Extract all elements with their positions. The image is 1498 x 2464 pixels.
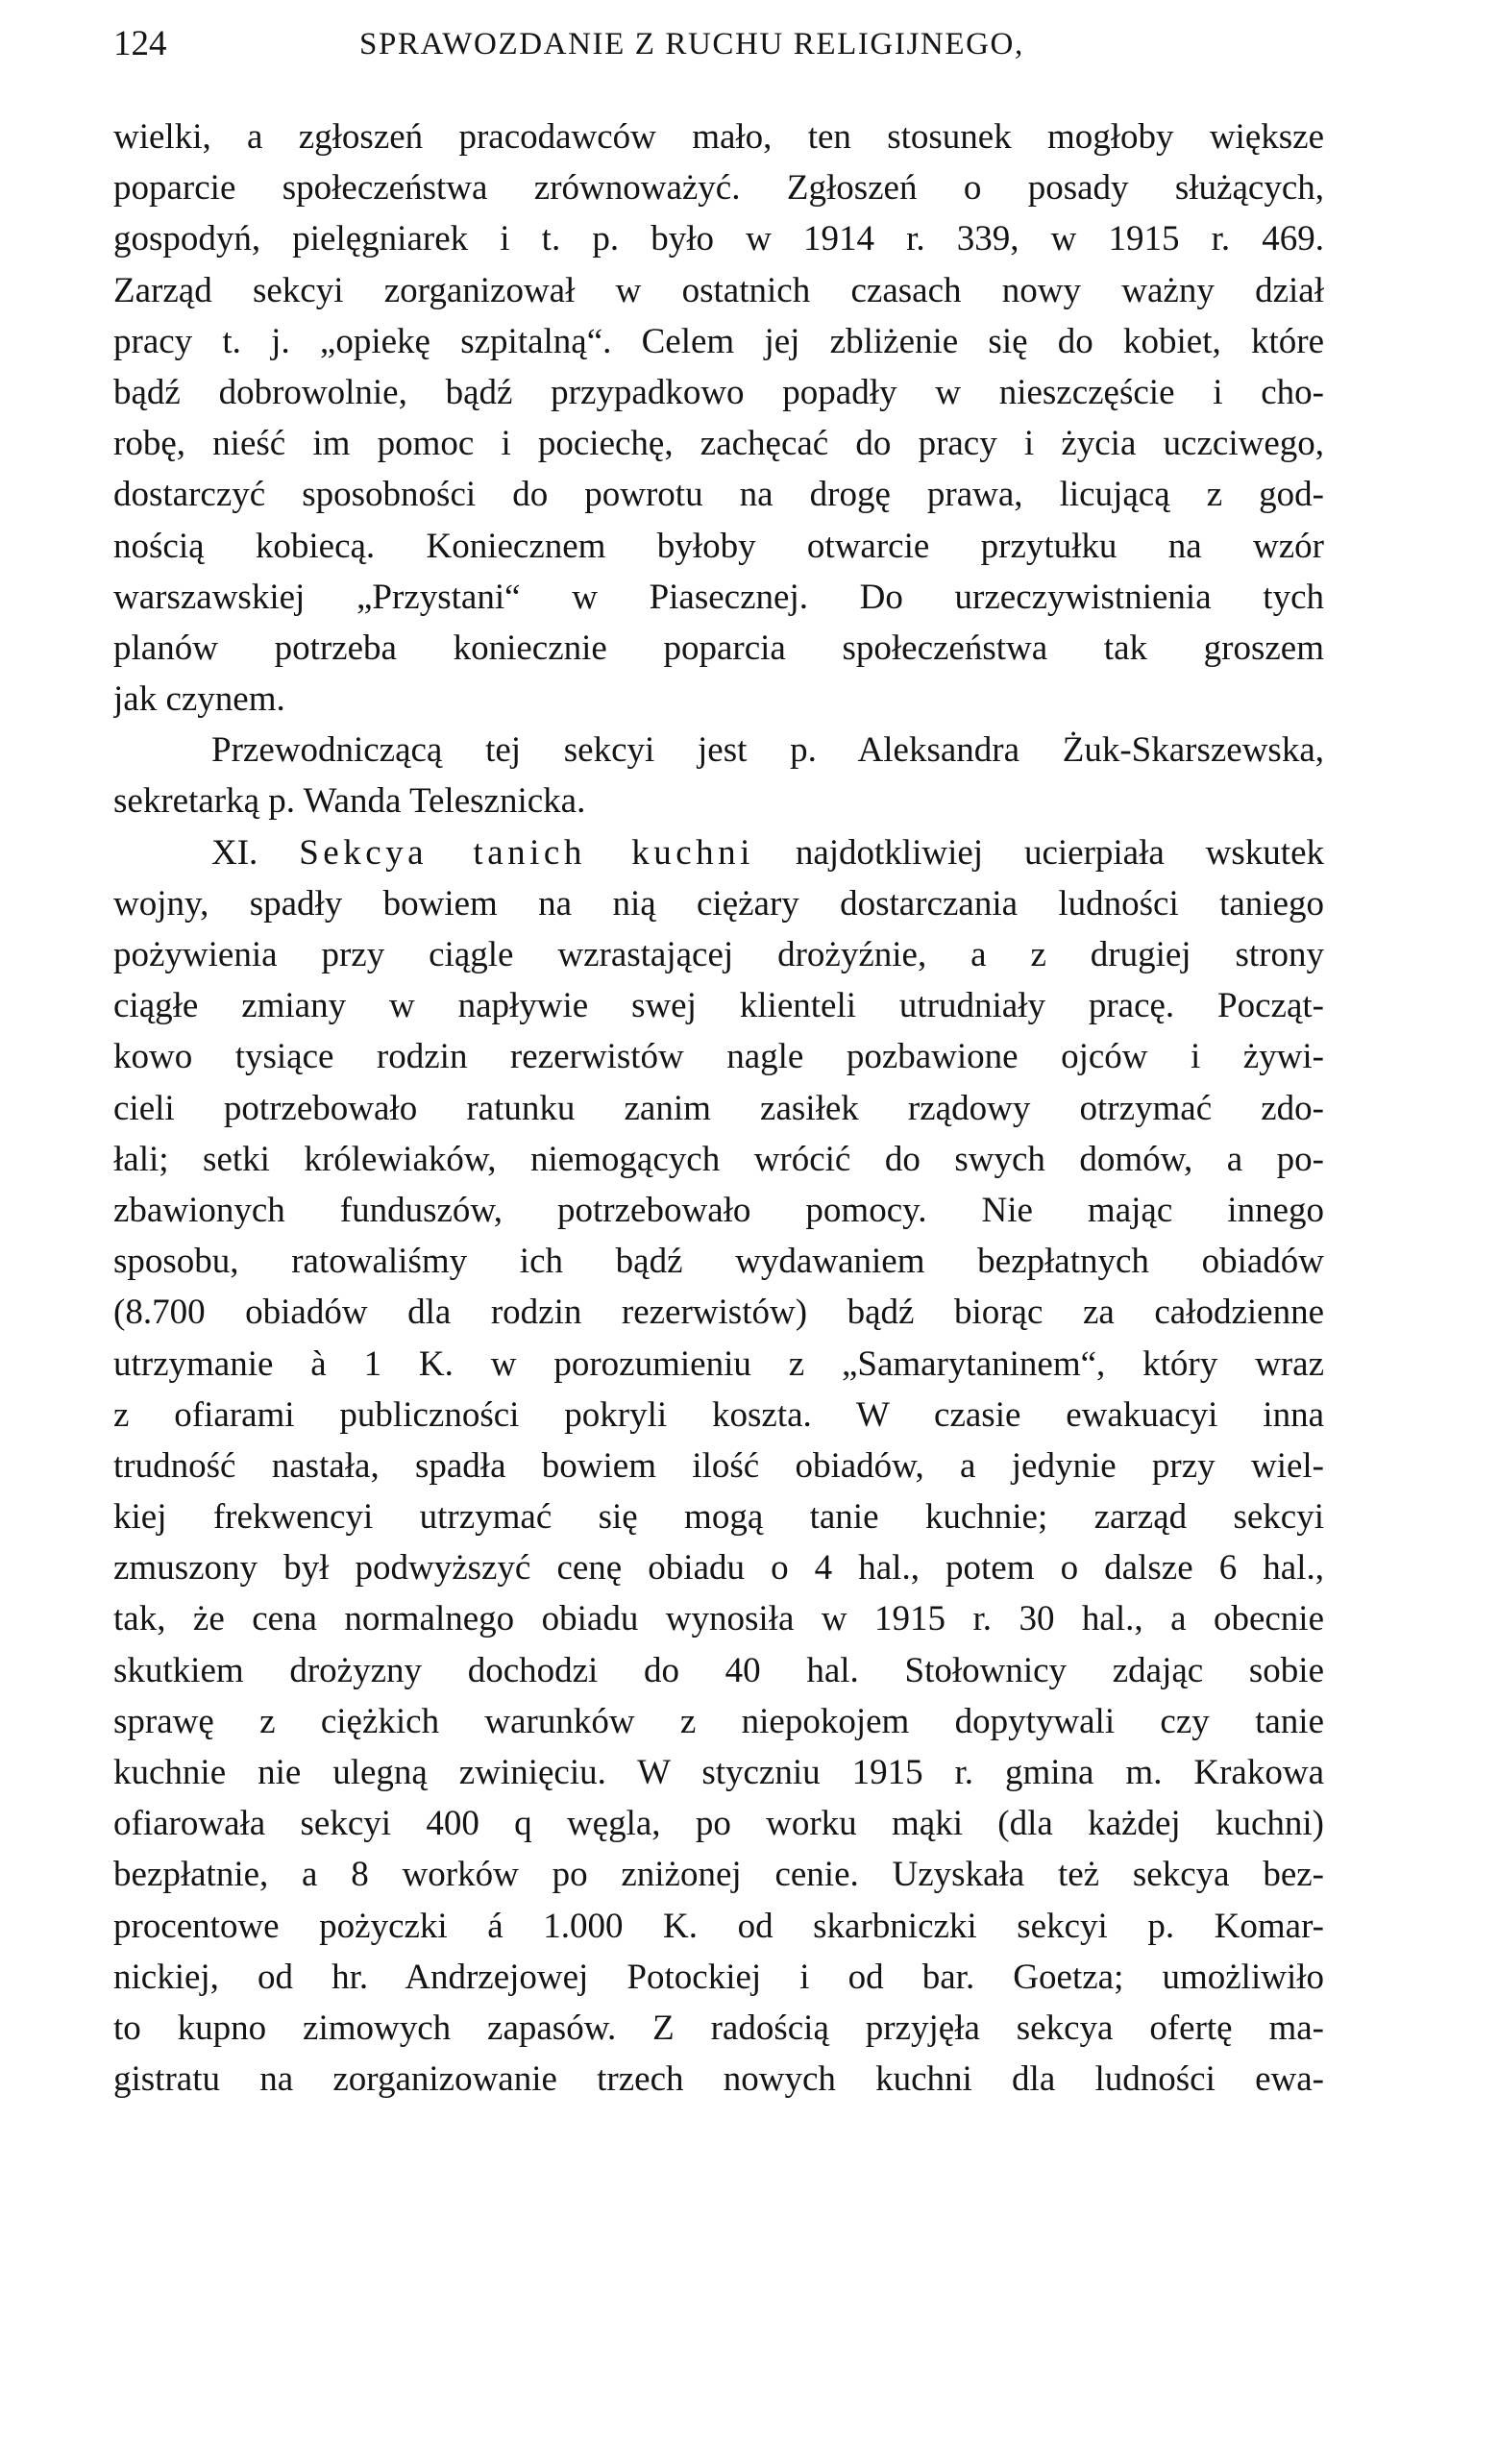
- text-line: jak czynem.: [113, 679, 285, 720]
- text-line: z ofiarami publiczności pokryli koszta. W czasie ewakuacyi inna: [113, 1394, 1324, 1435]
- text-line: warszawskiej „Przystani“ w Piasecznej. Do urzeczywistnienia tych: [113, 577, 1324, 617]
- running-title: SPRAWOZDANIE Z RUCHU RELIGIJNEGO,: [359, 27, 1024, 62]
- running-head: [113, 15, 1324, 73]
- section-xi-first-line: [113, 827, 1324, 878]
- text-line: zbawionych funduszów, potrzebowało pomocy. Nie mając innego: [113, 1190, 1324, 1230]
- text-line: łali; setki królewiaków, niemogących wrócić do swych domów, a po-: [113, 1139, 1324, 1179]
- text-line: sprawę z ciężkich warunków z niepokojem dopytywali czy tanie: [113, 1701, 1324, 1741]
- text-line: to kupno zimowych zapasów. Z radością przyjęła sekcya ofertę ma-: [113, 2008, 1324, 2048]
- text-line: pożywienia przy ciągle wzrastającej drożyźnie, a z drugiej strony: [113, 935, 1324, 974]
- text-line: ciągłe zmiany w napływie swej klienteli utrudniały pracę. Począt-: [113, 986, 1324, 1026]
- text-line: utrzymanie à 1 K. w porozumieniu z „Samarytaninem“, który wraz: [113, 1343, 1324, 1384]
- text-line: bezpłatnie, a 8 worków po zniżonej cenie. Uzyskała też sekcya bez-: [113, 1855, 1324, 1895]
- text-line: najdotkliwiej ucierpiała wskutek: [795, 832, 1324, 873]
- section-number: XI.: [211, 832, 258, 873]
- text-line: gospodyń, pielęgniarek i t. p. było w 1914 r. 339, w 1915 r. 469.: [113, 219, 1324, 259]
- text-line: bądź dobrowolnie, bądź przypadkowo popadły w nieszczęście i cho-: [113, 372, 1324, 412]
- text-line: Przewodniczącą tej sekcyi jest p. Aleksandra Żuk-Skarszewska,: [211, 730, 1324, 771]
- text-line: pracy t. j. „opiekę szpitalną“. Celem jej zbliżenie się do kobiet, które: [113, 321, 1324, 361]
- text-line: (8.700 obiadów dla rodzin rezerwistów) bądź biorąc za całodzienne: [113, 1293, 1324, 1333]
- text-line: zmuszony był podwyższyć cenę obiadu o 4 hal., potem o dalsze 6 hal.,: [113, 1548, 1324, 1589]
- body-text: [113, 111, 1324, 2105]
- text-line: cieli potrzebowało ratunku zanim zasiłek rządowy otrzymać zdo-: [113, 1088, 1324, 1128]
- text-line: poparcie społeczeństwa zrównoważyć. Zgłoszeń o posady służących,: [113, 168, 1324, 209]
- text-line: sekretarką p. Wanda Telesznicka.: [113, 781, 586, 822]
- text-line: kuchnie nie ulegną zwinięciu. W styczniu 1915 r. gmina m. Krakowa: [113, 1753, 1324, 1792]
- text-line: planów potrzeba koniecznie poparcia społeczeństwa tak groszem: [113, 628, 1324, 668]
- page-number: 124: [113, 24, 167, 63]
- text-line: robę, nieść im pomoc i pociechę, zachęcać do pracy i życia uczciwego,: [113, 424, 1324, 464]
- text-line: Zarząd sekcyi zorganizował w ostatnich czasach nowy ważny dział: [113, 270, 1324, 310]
- section-heading: Sekcya tanich kuchni: [299, 832, 754, 873]
- text-line: tak, że cena normalnego obiadu wynosiła w 1915 r. 30 hal., a obecnie: [113, 1599, 1324, 1639]
- text-line: sposobu, ratowaliśmy ich bądź wydawaniem bezpłatnych obiadów: [113, 1242, 1324, 1282]
- text-line: kiej frekwencyi utrzymać się mogą tanie kuchnie; zarząd sekcyi: [113, 1497, 1324, 1538]
- text-line: skutkiem drożyzny dochodzi do 40 hal. Stołownicy zdając sobie: [113, 1650, 1324, 1690]
- text-line: wojny, spadły bowiem na nią ciężary dostarczania ludności taniego: [113, 883, 1324, 924]
- text-line: nością kobiecą. Koniecznem byłoby otwarcie przytułku na wzór: [113, 526, 1324, 566]
- text-line: wielki, a zgłoszeń pracodawców mało, ten stosunek mogłoby większe: [113, 117, 1324, 157]
- text-line: ofiarowała sekcyi 400 q węgla, po worku mąki (dla każdej kuchni): [113, 1804, 1324, 1844]
- text-line: gistratu na zorganizowanie trzech nowych kuchni dla ludności ewa-: [113, 2059, 1324, 2100]
- text-line: procentowe pożyczki á 1.000 K. od skarbniczki sekcyi p. Komar-: [113, 1906, 1324, 1946]
- text-line: kowo tysiące rodzin rezerwistów nagle pozbawione ojców i żywi-: [113, 1037, 1324, 1077]
- text-line: nickiej, od hr. Andrzejowej Potockiej i od bar. Goetza; umożliwiło: [113, 1957, 1324, 1997]
- text-line: trudność nastała, spadła bowiem ilość obiadów, a jedynie przy wiel-: [113, 1445, 1324, 1486]
- text-line: dostarczyć sposobności do powrotu na drogę prawa, licującą z god-: [113, 475, 1324, 515]
